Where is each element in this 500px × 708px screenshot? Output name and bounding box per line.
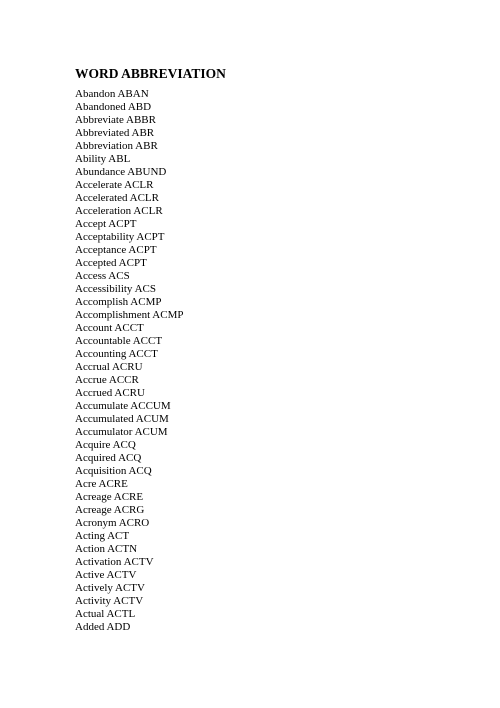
abbreviation-entry: Added ADD [75, 621, 131, 633]
abbreviation-entry: Acceptance ACPT [75, 244, 157, 256]
abbreviation-entry: Abandoned ABD [75, 101, 152, 113]
abbreviation-entry: Accessibility ACS [75, 283, 156, 295]
abbreviation-entry: Acceptability ACPT [75, 231, 165, 243]
abbreviation-entry: Accumulated ACUM [75, 413, 169, 425]
abbreviation-entry: Accrued ACRU [75, 387, 145, 399]
abbreviation-entry: Activation ACTV [75, 556, 154, 568]
abbreviation-entry: Acreage ACRG [75, 504, 145, 516]
abbreviation-entry: Abbreviate ABBR [75, 114, 156, 126]
abbreviation-entry: Acquisition ACQ [75, 465, 152, 477]
abbreviation-entry: Acquire ACQ [75, 439, 136, 451]
abbreviation-entry: Active ACTV [75, 569, 137, 581]
abbreviation-list [75, 88, 455, 634]
document-title: WORD ABBREVIATION [75, 66, 226, 81]
abbreviation-entry: Accomplishment ACMP [75, 309, 184, 321]
abbreviation-entry: Accept ACPT [75, 218, 137, 230]
abbreviation-entry: Acquired ACQ [75, 452, 142, 464]
abbreviation-entry: Accumulate ACCUM [75, 400, 171, 412]
abbreviation-entry: Accountable ACCT [75, 335, 163, 347]
abbreviation-entry: Abandon ABAN [75, 88, 149, 100]
abbreviation-entry: Actively ACTV [75, 582, 145, 594]
abbreviation-entry: Accumulator ACUM [75, 426, 168, 438]
abbreviation-entry: Action ACTN [75, 543, 138, 555]
abbreviation-entry: Accrue ACCR [75, 374, 139, 386]
abbreviation-entry: Acceleration ACLR [75, 205, 163, 217]
abbreviation-entry: Ability ABL [75, 153, 131, 165]
abbreviation-entry: Abbreviated ABR [75, 127, 155, 139]
abbreviation-entry: Acronym ACRO [75, 517, 150, 529]
abbreviation-entry: Accomplish ACMP [75, 296, 162, 308]
abbreviation-entry: Actual ACTL [75, 608, 136, 620]
abbreviation-entry: Acre ACRE [75, 478, 128, 490]
abbreviation-entry: Access ACS [75, 270, 130, 282]
abbreviation-entry: Account ACCT [75, 322, 144, 334]
abbreviation-entry: Accrual ACRU [75, 361, 143, 373]
abbreviation-entry: Activity ACTV [75, 595, 144, 607]
abbreviation-entry: Abbreviation ABR [75, 140, 158, 152]
abbreviation-entry: Acreage ACRE [75, 491, 144, 503]
abbreviation-entry: Accounting ACCT [75, 348, 158, 360]
abbreviation-entry: Acting ACT [75, 530, 130, 542]
abbreviation-entry: Accelerated ACLR [75, 192, 159, 204]
abbreviation-entry: Accepted ACPT [75, 257, 147, 269]
abbreviation-entry: Abundance ABUND [75, 166, 167, 178]
document-content [75, 64, 455, 634]
abbreviation-entry: Accelerate ACLR [75, 179, 154, 191]
